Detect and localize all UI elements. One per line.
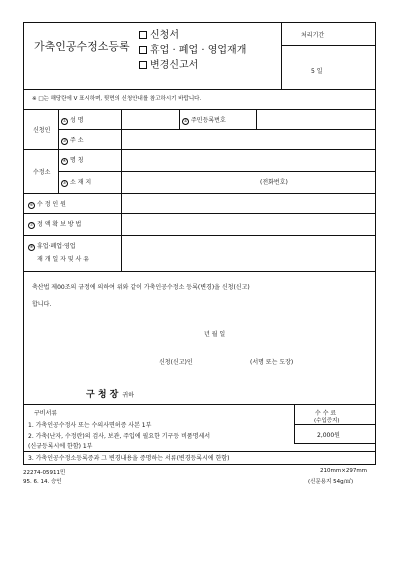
form-title: 가축인공수정소등록 <box>34 40 130 53</box>
applicant-label: 신청인 <box>33 127 51 134</box>
paper-type: (신문용지 54g/㎡) <box>308 479 354 485</box>
station-location-label: ⑤ 소 재 지 <box>62 179 92 186</box>
documents-header: 구비서류 <box>34 410 58 417</box>
paper-size: 210mm×297mm <box>320 468 368 474</box>
number-2-icon: ② <box>183 119 188 124</box>
number-4-icon: ④ <box>62 159 67 164</box>
fee-sub-label: (수입증지) <box>314 418 340 424</box>
document-item-1: 1. 가축인공수정사 또는 수의사면허증 사본 1부 <box>28 422 152 429</box>
option-application[interactable]: 신청서 <box>139 26 179 41</box>
applicant-name-label: ① 성 명 <box>62 117 84 124</box>
form-bottom-border <box>23 451 376 465</box>
number-8-icon: ⑧ <box>29 245 34 250</box>
signature-hint: (서명 또는 도장) <box>250 359 294 366</box>
station-name-label: ④ 명 칭 <box>62 157 84 164</box>
number-6-icon: ⑥ <box>29 203 34 208</box>
suspension-reason-label: 재 개 일 자 및 사 유 <box>37 256 90 263</box>
checkbox-icon[interactable] <box>139 61 147 69</box>
statement-text: 축산법 제00조의 규정에 의하여 위와 같이 가축인공수정소 등록(변경)을 신청(신고) <box>32 284 250 291</box>
semen-supply-label: ⑦ 정 액 확 보 방 법 <box>29 221 82 228</box>
applicant-address-label: ③ 주 소 <box>62 137 84 144</box>
option-suspension[interactable]: 휴업 · 폐업 · 영업재개 <box>139 41 246 56</box>
notice: ※ □는 해당란에 V 표시하며, 뒷면의 신청안내를 참고하시기 바랍니다. <box>32 96 202 102</box>
number-7-icon: ⑦ <box>29 223 34 228</box>
number-5-icon: ⑤ <box>62 181 67 186</box>
application-form <box>23 22 376 462</box>
date-line: 년 월 일 <box>204 331 226 338</box>
processing-period-value: 5 일 <box>311 68 323 75</box>
number-3-icon: ③ <box>62 139 67 144</box>
statement-text-continued: 합니다. <box>32 301 52 308</box>
signer-label: 신청(신고)인 <box>159 359 193 366</box>
applicant-id-label: ② 주민등록번호 <box>183 117 226 124</box>
option-change[interactable]: 변경신고서 <box>139 56 198 71</box>
fee-value: 2,000원 <box>317 432 340 439</box>
document-item-2: 2. 가축(난자, 수정란)의 검사, 보관, 주입에 필요한 기구등 비품명세서 <box>28 433 211 440</box>
document-item-3: 3. 가축인공수정소등록증과 그 변경내용을 증명하는 서류(변경등록시에 한함) <box>28 455 230 462</box>
processing-period-label: 처리기간 <box>301 32 325 39</box>
approval-date: 95. 6. 14. 승인 <box>23 479 62 485</box>
recipient: 구 청 장 귀하 <box>86 390 134 400</box>
document-item-2-note: (신규등록시에 한함) 1부 <box>28 443 93 450</box>
checkbox-icon[interactable] <box>139 46 147 54</box>
number-1-icon: ① <box>62 119 67 124</box>
fee-label: 수 수 료 <box>315 410 337 417</box>
suspension-date-label: ⑧ 휴업·폐업·영업 <box>29 243 76 250</box>
form-code: 22274-05911민 <box>23 470 66 476</box>
phone-label: (전화번호) <box>260 179 288 186</box>
inseminator-count-label: ⑥ 수 정 인 원 <box>29 201 66 208</box>
station-label: 수정소 <box>33 169 51 176</box>
checkbox-icon[interactable] <box>139 31 147 39</box>
